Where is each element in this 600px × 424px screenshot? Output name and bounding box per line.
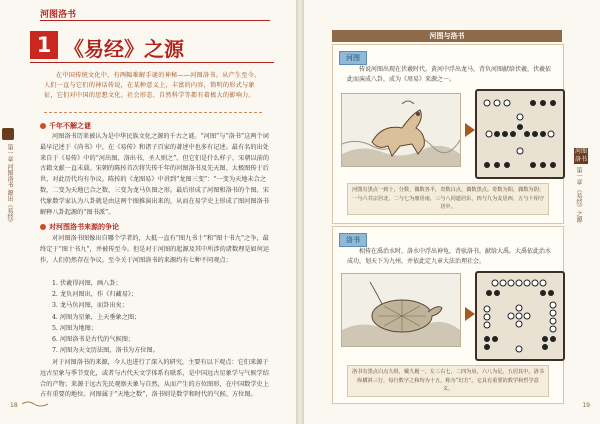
book-gutter	[296, 0, 304, 424]
right-side-tab	[574, 148, 588, 258]
section-2-conclusion: 对于河图洛书的来源，今人也进行了深入的研究，主要有以下观点：它们来源于远古星象与季节变化，或者与古代天文学体系有联系，是中国远古星象学与气候学结合的产物；来源于远古先民观察天象与自然，从而产生的方位图形，在中国数学史上占有重要的地位。河图属于“天地之数”，洛书则是数学和时代的气候、方位图。	[40, 359, 269, 399]
chapter-label: 河图洛书	[40, 10, 77, 20]
page-number-left: 18	[10, 402, 18, 409]
side-tab-text: 第一章 河图洛书 源出《易经》	[6, 144, 13, 226]
arrow-right-icon	[465, 123, 475, 137]
section-heading-1	[40, 121, 91, 131]
intro-divider	[44, 112, 262, 113]
page-ornament-icon	[20, 400, 50, 408]
bullet-dot-icon	[40, 224, 46, 230]
luoshu-dots-icon	[477, 273, 563, 359]
section-heading-2	[40, 222, 119, 232]
luoshu-diagram	[475, 271, 565, 361]
chapter-number: 1	[30, 31, 58, 59]
list-item: 1. 伏羲得河图，画八卦；	[52, 280, 122, 287]
list-item: 6. 河图洛书是古代的气候图；	[52, 336, 135, 344]
list-item: 4. 河图为星象，上天垂象之图；	[52, 313, 141, 321]
list-item: 5. 河图为地图；	[52, 324, 97, 332]
section-title-1: 千年不解之谜	[49, 122, 91, 130]
left-side-tab	[2, 128, 14, 238]
list-item: 7. 河图为天文历法图，洛书为方位图。	[52, 347, 159, 355]
hetu-diagram	[475, 89, 565, 179]
list-item: 2. 龙负河图出，作《归藏易》；	[52, 291, 138, 299]
hetu-text: 传说河图出现在伏羲时代。黄河中浮出龙马，背负河图献给伏羲，伏羲依此而演成八卦，成为《周易》来源之一。	[347, 66, 552, 83]
dragon-horse-icon	[342, 94, 460, 166]
chapter-rule-bottom	[30, 62, 274, 63]
luoshu-tag: 洛书	[339, 233, 367, 247]
origin-list	[52, 278, 262, 356]
luoshu-text: 相传在禹治水时，洛水中浮出神龟，背驮洛书，献给大禹。大禹依此治水成功，划天下为九州，并依此定九章大法治理社会。	[347, 248, 552, 265]
section-1-body: 河图洛书历来被认为是中华民族文化之源的千古之谜。“河图”与“洛书”这两个词最早记述于《尚书》中，在《易传》和诸子百家的著述中也多有记述。最有名的出处来自于《易传》中的“河出图，洛出书，圣人则之”。但它们是什么样子，宋朝以前的古籍文献一直未载。宋朝的陈抟首次将失传千年的河图洛书及先天图、太极图传于后世，对此历代均有争议。陈抟的《龙图易》中讲到“龙图三变”：“一变为天地未合之数，二变为天地已合之数，三变为龙马负图之形。最后形成了河图和洛书的个图。宋代象数学家认为八卦就是由这两个图推演出来的，从而在易学史上形成了图河图洛书解释八卦起源的“图书派”。	[40, 133, 270, 216]
side-tab-marker	[2, 128, 14, 140]
intro-paragraph: 在中国传统文化中，有两幅难解手谜的神秘——河图洛书。从产生至今，人们一直与它们的神话传说，在某种意义上，丰富的内容，简明的形式与象征，它们对中国的思想文化、社会形态、自然科学等都有着极大的影响力。	[44, 72, 261, 99]
hetu-panel	[332, 44, 564, 224]
page-number-right: 19	[582, 402, 590, 409]
list-item: 3. 龙马负河图，而卦出矣；	[52, 302, 128, 310]
right-page	[304, 0, 600, 424]
turtle-icon	[342, 274, 460, 346]
section-title-2: 对河图洛书来源的争论	[49, 223, 119, 231]
side-tab-text: 第一章 《易经》之源	[575, 167, 582, 223]
luoshu-note: 洛书有黑点白点九组，戴九履一，左三右七，二四为肩，六八为足，五居其中。洛书纵横斜三行，每行数字之和均为十五，称为“幻方”。它具有重要的数学和哲学意义。	[347, 365, 549, 397]
hetu-note: 河图有黑点一到十，分数、偶数各半，奇数白点，偶数黑点。奇数为阳，偶数为阴；一与六共宗居北，二与七为朋居南，三与八同道居东，四与九为友居西，五与十相守居中。	[347, 183, 549, 215]
hetu-tag: 河图	[339, 51, 367, 65]
bullet-dot-icon	[40, 123, 46, 129]
side-tab-title: 河图洛书	[574, 148, 587, 163]
section-2-body: 对河图洛书图像出自哪个学者的，大抵一直有“图九书十”和“图十书九”之争，最终定于“图十书九”，并被传至今。但是对于河图的起源及其中所涉的诸数理是如何运作，人们仍然存在争议。至今关于河图洛书的来源约有七种不同观点：	[40, 235, 270, 264]
chapter-title: 《易经》之源	[64, 37, 184, 61]
hetu-dots-icon	[477, 91, 563, 177]
right-header: 河图与洛书	[332, 30, 562, 42]
turtle-illustration	[341, 273, 461, 347]
dragon-horse-illustration	[341, 93, 461, 167]
chapter-rule	[40, 20, 270, 21]
luoshu-panel	[332, 226, 564, 404]
arrow-right-icon	[465, 307, 475, 321]
left-page	[0, 0, 296, 424]
